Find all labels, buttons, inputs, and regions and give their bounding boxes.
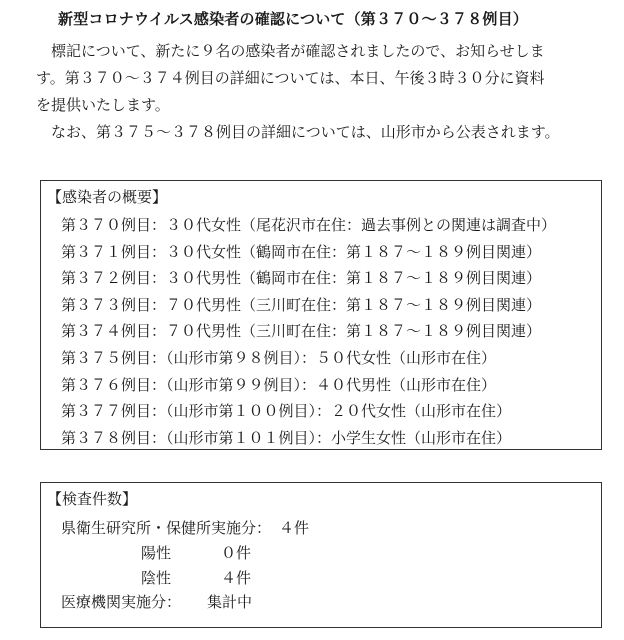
case-item: 第３７５例目：（山形市第９８例目）：５０代女性（山形市在住） xyxy=(61,348,497,367)
negative-label: 陰性 xyxy=(141,569,172,587)
cases-summary-box xyxy=(40,180,602,450)
cases-heading: 【感染者の概要】 xyxy=(47,188,168,206)
test-count-box xyxy=(40,482,602,628)
case-item: 第３７３例目：７０代男性（三川町在住：第１８７～１８９例目関連） xyxy=(61,295,542,314)
case-item: 第３７０例目：３０代女性（尾花沢市在住：過去事例との関連は調査中） xyxy=(61,216,557,234)
positive-label: 陽性 xyxy=(141,544,172,562)
case-item: 第３７６例目：（山形市第９９例目）：４０代男性（山形市在住） xyxy=(61,375,497,394)
case-list xyxy=(61,212,556,451)
tests-heading: 【検査件数】 xyxy=(47,490,138,508)
medical-tests-value: 集計中 xyxy=(207,593,253,611)
case-item: 第３７１例目：３０代女性（鶴岡市在住：第１８７～１８９例目関連） xyxy=(61,242,542,261)
case-item: 第３７２例目：３０代男性（鶴岡市在住：第１８７～１８９例目関連） xyxy=(61,269,542,288)
negative-value: ４件 xyxy=(221,569,252,587)
document-title: 新型コロナウイルス感染者の確認について（第３７０～３７８例目） xyxy=(58,10,529,28)
prefectural-tests-value: ４件 xyxy=(279,519,310,537)
medical-tests-label: 医療機関実施分： xyxy=(61,593,182,611)
intro-line: を提供いたします。 xyxy=(36,96,170,114)
prefectural-tests-label: 県衛生研究所・保健所実施分： xyxy=(61,519,272,537)
intro-line: す。第３７０～３７４例目の詳細については、本日、午後３時３０分に資料 xyxy=(36,69,545,87)
positive-value: ０件 xyxy=(221,544,252,562)
intro-line: 標記について、新たに９名の感染者が確認されましたので、お知らせしま xyxy=(36,42,545,60)
intro-line: なお、第３７５～３７８例目の詳細については、山形市から公表されます。 xyxy=(36,123,560,141)
case-item: 第３７７例目：（山形市第１００例目）：２０代女性（山形市在住） xyxy=(61,402,512,421)
case-item: 第３７８例目：（山形市第１０１例目）：小学生女性（山形市在住） xyxy=(61,428,512,447)
intro-paragraph xyxy=(36,38,596,146)
case-item: 第３７４例目：７０代男性（三川町在住：第１８７～１８９例目関連） xyxy=(61,322,542,341)
